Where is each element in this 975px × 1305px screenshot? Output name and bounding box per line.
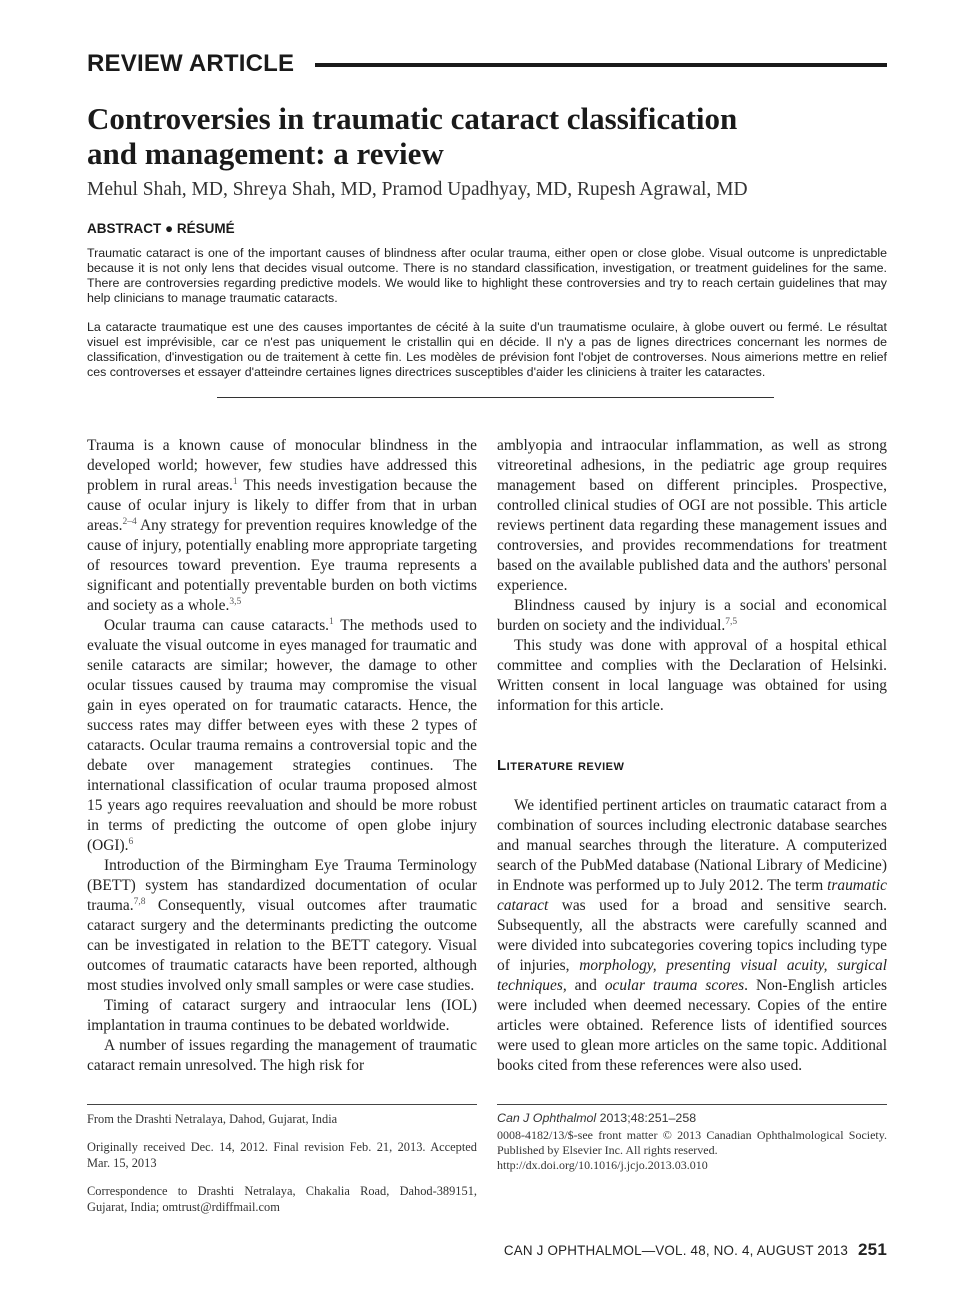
reference-link[interactable]: 6 xyxy=(128,836,134,847)
doi-link[interactable]: http://dx.doi.org/10.1016/j.jcjo.2013.03.010 xyxy=(497,1158,708,1172)
correspondence-note: Correspondence to Drashti Netralaya, Chakalia Road, Dahod-389151, Gujarat, India; omtrust@rdiffmail.com xyxy=(87,1184,477,1214)
body-paragraph: Blindness caused by injury is a social and economical burden on society and the individual.$^{7,5}$ xyxy=(497,597,887,634)
body-paragraph: Ocular trauma can cause cataracts.$^1$ The methods used to evaluate the visual outcome in eyes managed for traumatic and senile cataracts are similar; however, the damage to other ocular tissues caused by trauma may compromise the visual gain in eyes operated on for traumatic cataracts. Hence, the success rates may differ between eyes with these 2 types of cataracts. Ocular trauma remains a controversial topic and the debate over management strategies continues. The international classification of ocular trauma proposed almost 15 years ago requires reevaluation and should be more robust in terms of predicting the outcome of open globe injury (OGI).$^6$ xyxy=(87,616,477,854)
body-paragraph: This study was done with approval of a hospital ethical committee and complies with the Declaration of Helsinki. Written consent in local language was obtained for using information for this article. xyxy=(497,637,887,714)
body-paragraph: Timing of cataract surgery and intraocular lens (IOL) implantation in trauma continues to be debated worldwide. xyxy=(87,997,477,1034)
section-header xyxy=(87,50,887,82)
article-title: Controversies in traumatic cataract classification and management: a review xyxy=(87,101,738,171)
page-footer xyxy=(504,1240,887,1260)
reference-link[interactable]: 7,8 xyxy=(133,896,146,907)
section-label: REVIEW ARTICLE xyxy=(87,50,295,77)
abstract-english: Traumatic cataract is one of the important causes of blindness after ocular trauma, either open or close globe. Visual outcome is unpredictable because it is not only lens that decides visual outcome. There is no standard classification, investigation, or treatment guidelines for the same. There are controversies regarding predictive models. We would like to highlight these controversies and try to reach certain guidelines that may help clinicians to manage traumatic cataracts. xyxy=(87,246,887,305)
abstract-french: La cataracte traumatique est une des causes importantes de cécité à la suite d'un traumatisme oculaire, à globe ouvert ou fermé. Le résultat visuel est imprévisible, car ce n'est pas uniquement le cristallin qui en décide. Il n'y a pas de lignes directrices concernant les normes de classification, d'investigation ou de traitement à cette fin. Les modèles de prévision font l'objet de controverses. Nous aimerions mettre en relief ces controverses et essayer d'atteindre certaines lignes directrices susceptibles d'aider les cliniciens à traiter les cataractes. xyxy=(87,320,887,379)
journal-citation: Can J Ophthalmol 2013;48:251–258 xyxy=(497,1111,697,1125)
reference-link[interactable]: 3,5 xyxy=(229,596,242,607)
reference-link[interactable]: 7,5 xyxy=(725,616,738,627)
header-rule xyxy=(315,63,887,67)
body-column-right xyxy=(497,436,887,1076)
footnote-divider-left xyxy=(87,1104,477,1105)
body-paragraph: Trauma is a known cause of monocular blindness in the developed world; however, few studies have addressed this problem in rural areas.$^1$ This needs investigation because the cause of ocular injury is likely to differ from that in urban areas.$^{2-4}$ Any strategy for prevention requires knowledge of the cause of injury, potentially enabling more appropriate targeting of resources toward prevention. Eye trauma represents a significant and potentially preventable burden on both victims and society as a whole.$^{3,5}$ xyxy=(87,437,478,614)
body-paragraph: Introduction of the Birmingham Eye Trauma Terminology (BETT) system has standardized documentation of ocular trauma.$^{7,8}$ Consequently, visual outcomes after traumatic cataract surgery and the determinants predicting the outcome can be investigated in relation to the BETT category. Visual outcomes of traumatic cataracts have been reported, although most studies involved only small samples or were case studies. xyxy=(87,857,477,994)
abstract-divider xyxy=(217,397,774,398)
page-number: 251 xyxy=(858,1240,887,1259)
body-paragraph: We identified pertinent articles on traumatic cataract from a combination of sources including electronic database searches and manual searches through the literature. A computerized search of the PubMed database (National Library of Medicine) in Endnote was performed up to July 2012. The term traumatic cataract was used for a broad and sensitive search. Subsequently, all the abstracts were carefully scanned and were divided into subcategories covering topics including type of injuries, morphology, presenting visual acuity, surgical techniques, and ocular trauma scores. Non-English articles were included when deemed necessary. Copies of the entire articles were obtained. Reference lists of identified sources were used to glean more articles on the same topic. Additional books cited from these references were also used. xyxy=(497,797,888,1074)
article-authors: Mehul Shah, MD, Shreya Shah, MD, Pramod Upadhyay, MD, Rupesh Agrawal, MD xyxy=(87,179,748,200)
reference-link[interactable]: 1 xyxy=(329,616,334,627)
dates-note: Originally received Dec. 14, 2012. Final revision Feb. 21, 2013. Accepted Mar. 15, 2013 xyxy=(87,1140,477,1170)
reference-link[interactable]: 2–4 xyxy=(122,516,137,527)
body-paragraph: A number of issues regarding the management of traumatic cataract remain unresolved. The high risk for xyxy=(87,1037,477,1074)
affiliation-note: From the Drashti Netralaya, Dahod, Gujarat, India xyxy=(87,1112,338,1126)
body-paragraph: amblyopia and intraocular inflammation, as well as strong vitreoretinal adhesions, in the pediatric age group requires management based on different principles. Prospective, controlled clinical studies of OGI are not possible. This article reviews pertinent data regarding these management issues and controversies, and provides recommendations for treatment based on the available published data and the authors' personal experience. xyxy=(497,437,887,594)
section-heading-literature-review: Literature review xyxy=(497,757,625,774)
footnotes-left xyxy=(87,1111,477,1227)
footnotes-right xyxy=(497,1111,887,1173)
body-column-left xyxy=(87,436,477,1076)
reference-link[interactable]: 1 xyxy=(232,476,238,487)
copyright-note: 0008-4182/13/$-see front matter © 2013 Canadian Ophthalmological Society. Published by Elsevier Inc. All rights reserved. xyxy=(497,1128,887,1157)
footer-journal-line: CAN J OPHTHALMOL—VOL. 48, NO. 4, AUGUST 2013 xyxy=(503,1243,849,1258)
abstract-heading: ABSTRACT ● RÉSUMÉ xyxy=(87,221,235,236)
footnote-divider-right xyxy=(497,1104,887,1105)
